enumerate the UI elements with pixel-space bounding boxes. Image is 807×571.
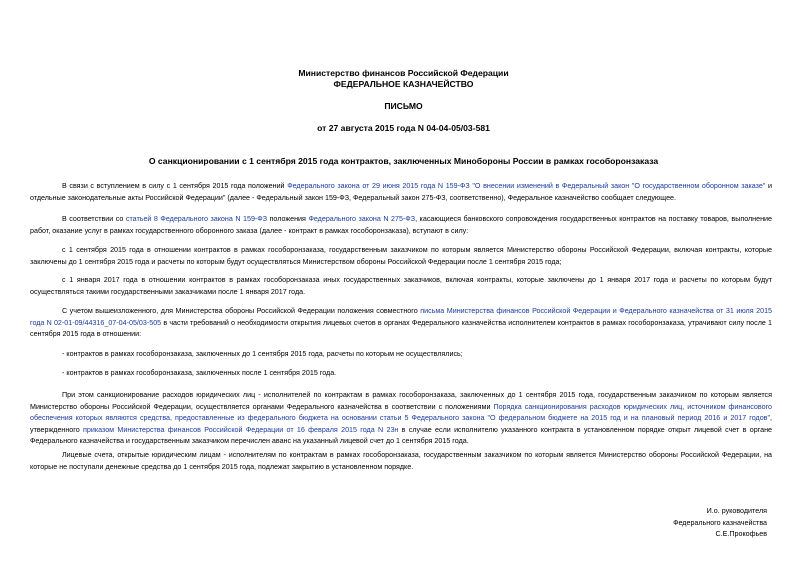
paragraph-6: - контрактов в рамках гособоронзаказа, заключенных до 1 сентября 2015 года, расчеты по которым не осуществлялись; xyxy=(62,350,463,358)
law-159-fz-link[interactable]: Федерального закона от 29 июня 2015 года N 159-ФЗ "О внесении изменений в Федеральный закон "О государственном оборонном заказе" xyxy=(287,182,766,190)
document-subject: О санкционировании с 1 сентября 2015 года контрактов, заключенных Минобороны России в рамках гособоронзаказа xyxy=(148,156,659,166)
document-date-number: от 27 августа 2015 года N 04-04-05/03-581 xyxy=(317,123,490,133)
law-275-fz-link[interactable]: Федерального закона N 275-ФЗ xyxy=(308,215,416,223)
p2-text-a: В соответствии со xyxy=(62,215,126,223)
article-8-link[interactable]: статьей 8 Федерального закона N 159-ФЗ xyxy=(125,215,268,223)
p8-text-a: При этом санкционирование расходов юридических лиц - исполнителей по контрактам в рамках гособоронзаказа, заключенных до 1 сентября 2015 года, государственным заказчиком по которым является Министерство обороны Российской Федерации, осуществляется органами Федерального казначейства в соответствии с положениями xyxy=(30,391,772,411)
paragraph-9: Лицевые счета, открытые юридическим лицам - исполнителям по контрактам в рамках гособоронзаказа, государственным заказчиком по которым является Министерство обороны Российской Федерации, на которые не поступали денежные средства до 1 сентября 2015 года, подлежат закрытию в установленном порядке. xyxy=(30,451,772,471)
p8-text-c: в случае если исполнителю указанного контракта в установленном порядке открыт лицевой счет в органе Федерального казначейства и государственным заказчиком перечислен аванс на указанный лицевой счет до 1 сентября 2015 года. xyxy=(30,425,772,446)
paragraph-4: с 1 января 2017 года в отношении контрактов в рамках гособоронзаказа иных государственных заказчиков, включая контракты, которые заключены до 1 января 2017 года и расчеты по которым будут осуществляться такими государственными заказчиками после 1 января 2017 года. xyxy=(30,276,772,296)
paragraph-5 xyxy=(30,306,772,341)
paragraph-3: с 1 сентября 2015 года в отношении контрактов в рамках гособоронзаказа, государственным заказчиком по которым является Министерство обороны Российской Федерации, включая контракты, которые заключены до 1 сентября 2015 года и расчеты по которым будут осуществляться Министерством обороны Российской Федерации после 1 сентября 2015 года; xyxy=(30,246,772,266)
paragraph-7: - контрактов в рамках гособоронзаказа, заключенных после 1 сентября 2015 года. xyxy=(62,369,337,377)
sanction-procedure-link[interactable]: Порядка санкционирования расходов юридических лиц, источником финансового обеспечения которых являются средства, предоставленные из федерального бюджета на основании статьи 5 Федерального закона "О федеральном бюджете на 2015 год и на плановый период 2016 и 2017 годов" xyxy=(30,402,772,423)
signature-organization: Федерального казначейства xyxy=(673,519,767,527)
p5-text-a: С учетом вышеизложенного, для Министерства обороны Российской Федерации положения совместного xyxy=(62,307,421,315)
paragraph-1 xyxy=(30,181,772,204)
signature-position: И.о. руководителя xyxy=(706,507,767,515)
p2-text-c: , касающиеся банковского сопровождения государственных контрактов на поставку товаров, выполнение работ, оказание услуг в рамках государственного оборонного заказа (далее - контракт в рамках гособоронзаказа), вступают в силу: xyxy=(30,215,772,235)
agency-name: ФЕДЕРАЛЬНОЕ КАЗНАЧЕЙСТВО xyxy=(333,79,474,89)
p2-text-b: положения xyxy=(267,215,309,223)
minfin-order-23n-link[interactable]: приказом Министерства финансов Российской Федерации от 16 февраля 2015 года N 23н xyxy=(83,425,399,434)
p5-text-b: в части требований о необходимости открытия лицевых счетов в органах Федерального казначейства исполнителем контрактов в рамках гособоронзаказа, утрачивают силу после 1 сентября 2015 года в отношении: xyxy=(30,318,772,339)
p8-text-b: , утвержденного xyxy=(30,414,772,434)
p1-text-a: В связи с вступлением в силу с 1 сентября 2015 года положений xyxy=(62,182,288,190)
signature-name: С.Е.Прокофьев xyxy=(715,530,767,538)
paragraph-2 xyxy=(30,214,772,237)
ministry-name: Министерство финансов Российской Федерации xyxy=(298,68,509,78)
joint-letter-link[interactable]: письма Министерства финансов Российской Федерации и Федерального казначейства от 31 июля 2015 года N 02-01-09/44316_07-04-05/03-505 xyxy=(30,307,773,327)
paragraph-8 xyxy=(30,390,772,448)
document-type: ПИСЬМО xyxy=(384,101,423,111)
p1-text-b: и отдельные законодательные акты Российской Федерации" (далее - Федеральный закон 159-ФЗ, Федеральный закон 275-ФЗ, соответственно), Федеральное казначейство сообщает следующее. xyxy=(30,182,772,202)
